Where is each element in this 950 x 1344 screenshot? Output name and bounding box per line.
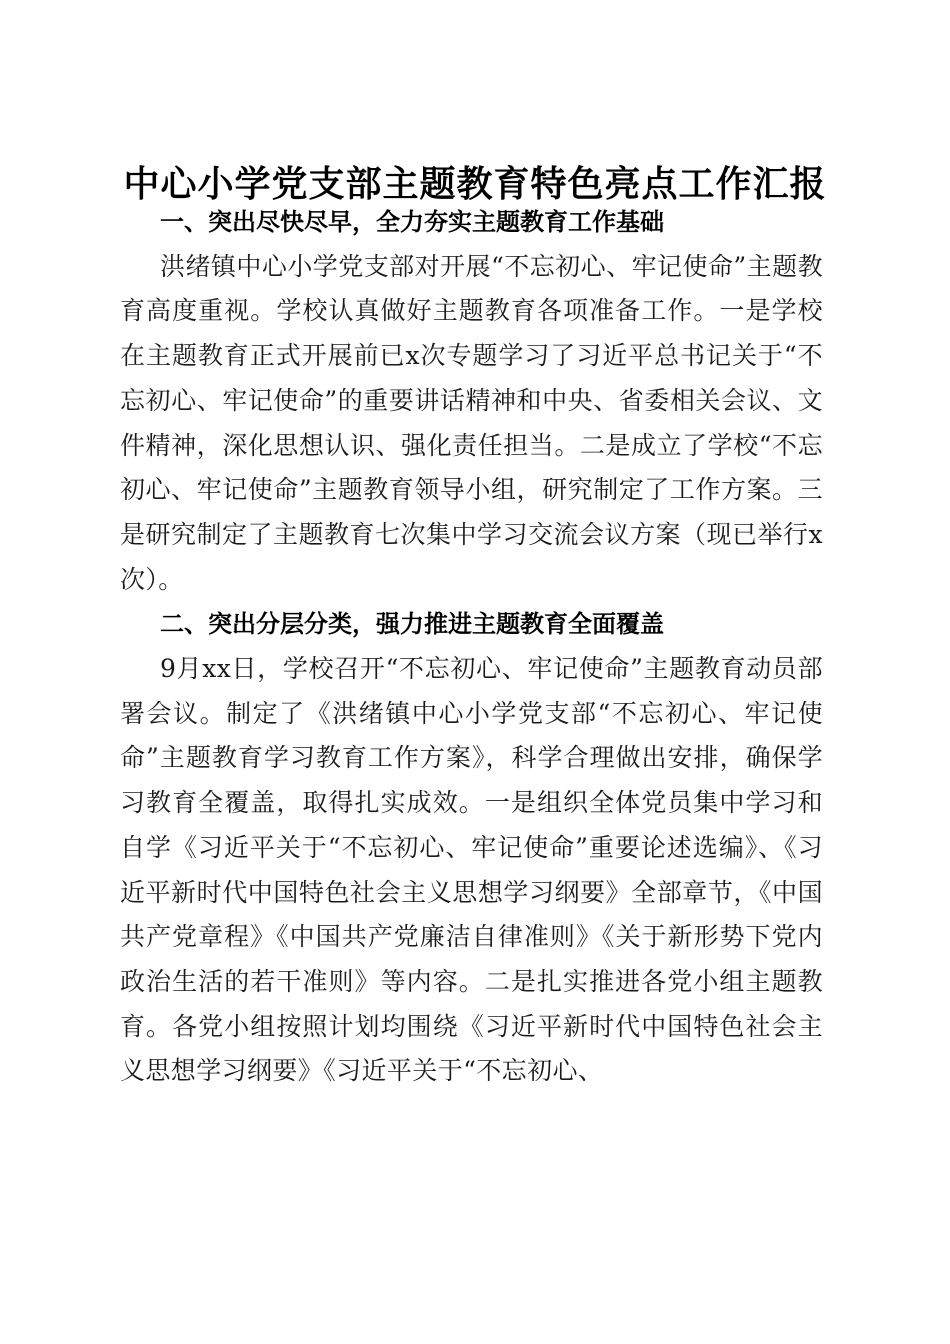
document-body <box>120 200 823 1094</box>
section-2-paragraph: 9月xx日，学校召开“不忘初心、牢记使命”主题教育动员部署会议。制定了《洪绪镇中心小学党支部“不忘初心、牢记使命”主题教育学习教育工作方案》，科学合理做出安排，确保学习教育全覆盖，取得扎实成效。一是组织全体党员集中学习和自学《习近平关于“不忘初心、牢记使命”重要论述选编》、《习近平新时代中国特色社会主义思想学习纲要》全部章节，《中国共产党章程》《中国共产党廉洁自律准则》《关于新形势下党内政治生活的若干准则》等内容。二是扎实推进各党小组主题教育。各党小组按照计划均围绕《习近平新时代中国特色社会主义思想学习纲要》《习近平关于“不忘初心、 <box>120 654 823 1086</box>
section-1-paragraph: 洪绪镇中心小学党支部对开展“不忘初心、牢记使命”主题教育高度重视。学校认真做好主题教育各项准备工作。一是学校在主题教育正式开展前已x次专题学习了习近平总书记关于“不忘初心、牢记使命”的重要讲话精神和中央、省委相关会议、文件精神，深化思想认识、强化责任担当。二是成立了学校“不忘初心、牢记使命”主题教育领导小组，研究制定了工作方案。三是研究制定了主题教育七次集中学习交流会议方案（现已举行x次）。 <box>120 251 823 594</box>
document-title: 中心小学党支部主题教育特色亮点工作汇报 <box>123 163 827 206</box>
section-1-heading: 一、突出尽快尽早，全力夯实主题教育工作基础 <box>160 208 664 236</box>
section-2-heading: 二、突出分层分类，强力推进主题教育全面覆盖 <box>160 610 664 639</box>
